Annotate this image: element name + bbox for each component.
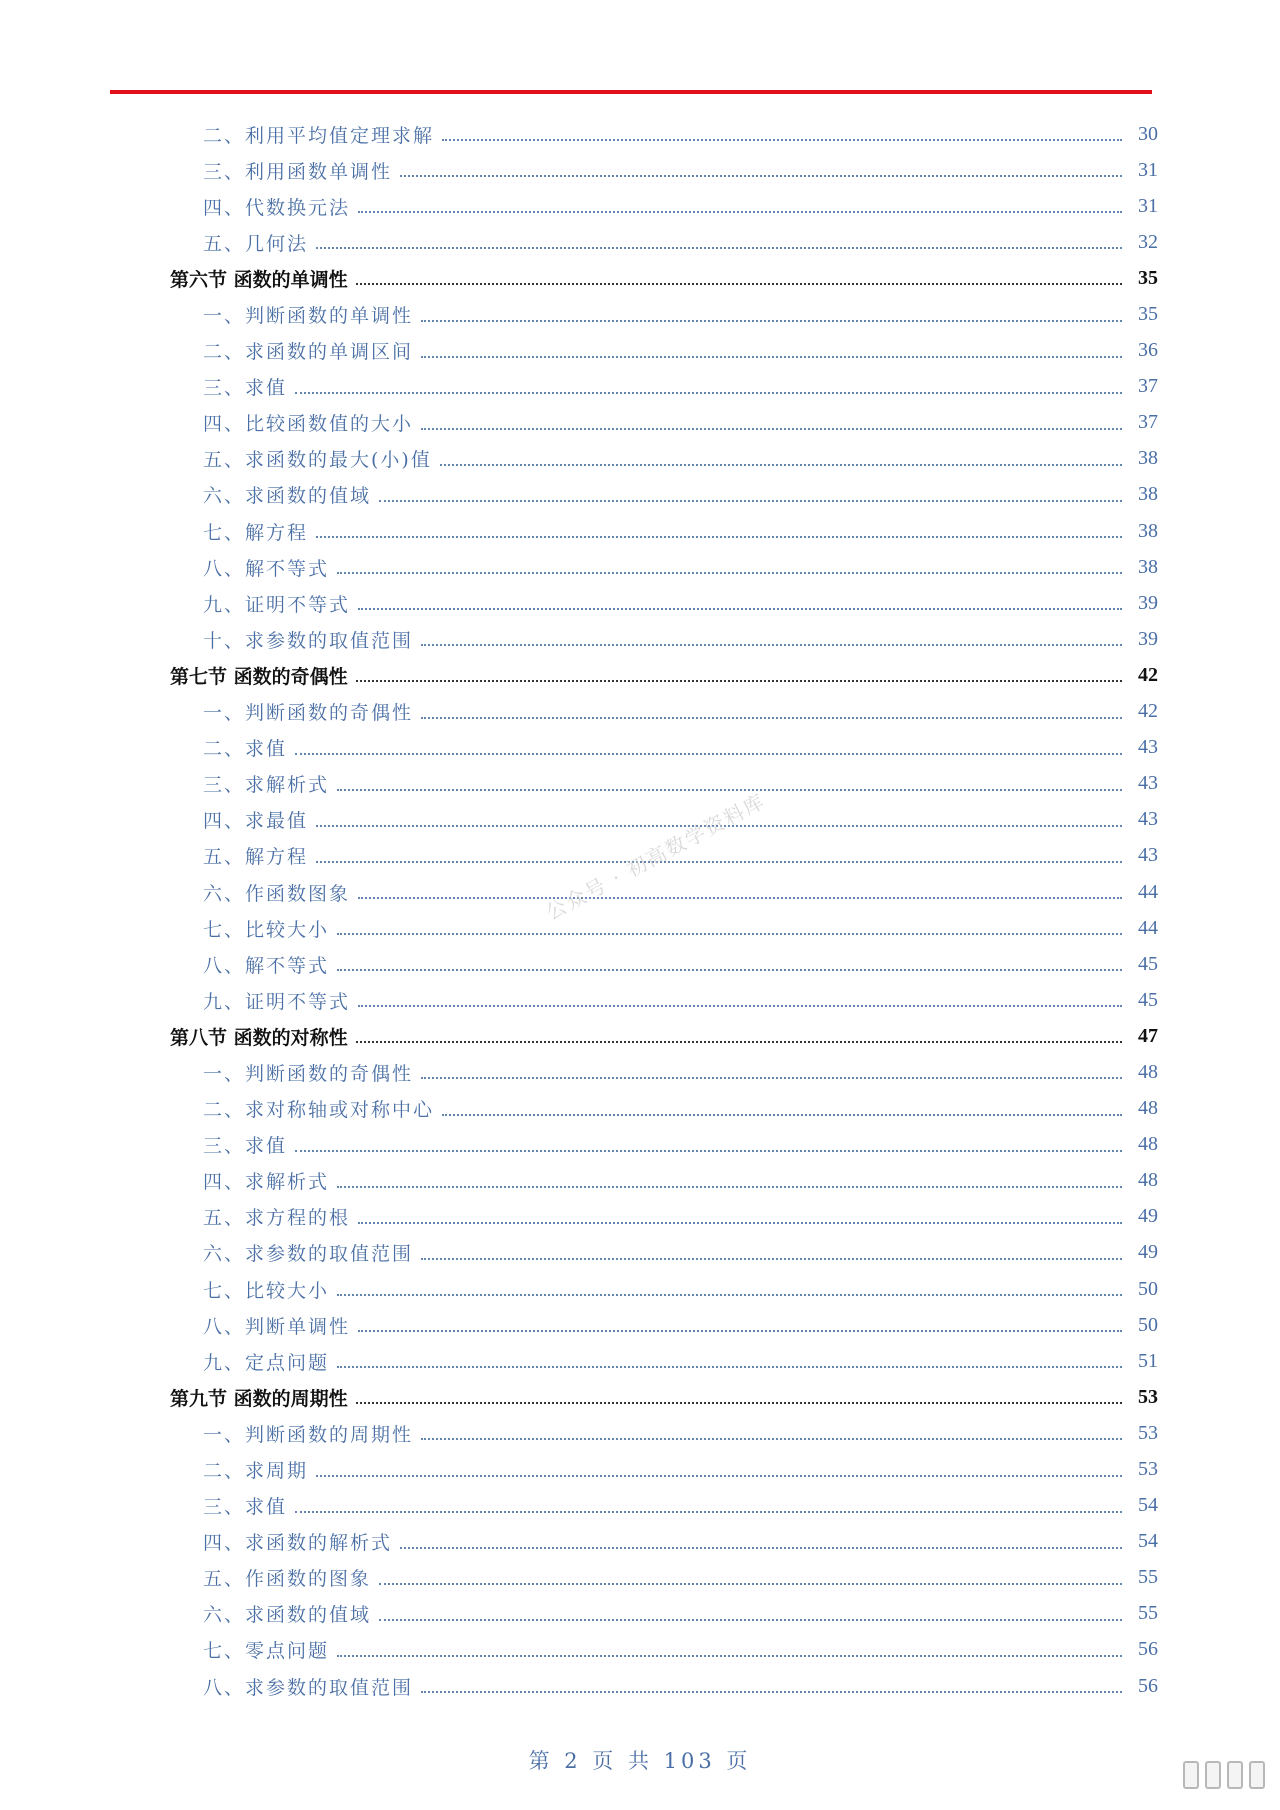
toc-page-number: 54: [1138, 1494, 1158, 1517]
toc-entry-label: 二、利用平均值定理求解: [203, 124, 435, 147]
dot-leader: [316, 825, 1122, 827]
toc-page-number: 49: [1138, 1241, 1158, 1264]
dot-leader: [337, 1186, 1122, 1188]
toc-entry-label: 三、求值: [203, 1496, 288, 1519]
toc-page-number: 56: [1138, 1638, 1158, 1661]
dot-leader: [295, 1150, 1122, 1152]
dot-leader: [421, 644, 1122, 646]
toc-entry-label: 二、求对称轴或对称中心: [203, 1099, 435, 1122]
dot-leader: [337, 969, 1122, 971]
corner-badge-icon: [1065, 1760, 1265, 1790]
dot-leader: [337, 1655, 1122, 1657]
toc-entry[interactable]: [0, 1632, 1280, 1668]
toc-page-number: 30: [1138, 122, 1158, 145]
dot-leader: [442, 139, 1122, 141]
toc-page-number: 45: [1138, 952, 1158, 975]
dot-leader: [337, 789, 1122, 791]
toc-section[interactable]: [0, 1018, 1280, 1054]
toc-page-number: 38: [1138, 555, 1158, 578]
toc-entry-label: 二、求值: [203, 738, 288, 761]
toc-entry[interactable]: [0, 405, 1280, 441]
toc-page-number: 42: [1138, 663, 1158, 686]
dot-leader: [440, 464, 1122, 466]
toc-entry[interactable]: [0, 1271, 1280, 1307]
dot-leader: [421, 428, 1122, 430]
dot-leader: [356, 680, 1122, 682]
toc-page-number: 48: [1138, 1133, 1158, 1156]
toc-entry[interactable]: [0, 441, 1280, 477]
dot-leader: [337, 572, 1122, 574]
dot-leader: [421, 1258, 1122, 1260]
toc-entry-label: 八、判断单调性: [203, 1315, 351, 1338]
toc-page-number: 43: [1138, 808, 1158, 831]
toc-entry-label: 四、代数换元法: [203, 196, 351, 219]
toc-entry[interactable]: [0, 1307, 1280, 1343]
toc-entry[interactable]: [0, 585, 1280, 621]
dot-leader: [316, 536, 1122, 538]
toc-entry-label: 四、求最值: [203, 810, 309, 833]
dot-leader: [358, 1330, 1122, 1332]
toc-entry[interactable]: [0, 766, 1280, 802]
toc-page-number: 39: [1138, 591, 1158, 614]
dot-leader: [316, 247, 1122, 249]
toc-entry[interactable]: [0, 477, 1280, 513]
toc-section[interactable]: [0, 260, 1280, 296]
dot-leader: [337, 1366, 1122, 1368]
toc-entry-label: 五、几何法: [203, 232, 309, 255]
dot-leader: [400, 1547, 1122, 1549]
toc-entry-label: 八、解不等式: [203, 954, 330, 977]
toc-page-number: 44: [1138, 880, 1158, 903]
toc-page-number: 50: [1138, 1277, 1158, 1300]
toc-entry-label: 六、求参数的取值范围: [203, 1243, 414, 1266]
toc-entry-label: 五、求函数的最大(小)值: [203, 449, 432, 472]
toc-entry[interactable]: [0, 694, 1280, 730]
dot-leader: [295, 753, 1122, 755]
toc-page-number: 48: [1138, 1097, 1158, 1120]
toc-page-number: 53: [1138, 1458, 1158, 1481]
toc-page-number: 39: [1138, 627, 1158, 650]
toc-page-number: 55: [1138, 1602, 1158, 1625]
toc-page-number: 53: [1138, 1421, 1158, 1444]
toc-entry-label: 七、解方程: [203, 521, 309, 544]
toc-entry[interactable]: [0, 1127, 1280, 1163]
toc-page-number: 36: [1138, 339, 1158, 362]
toc-page-number: 35: [1138, 303, 1158, 326]
toc-entry[interactable]: [0, 1415, 1280, 1451]
dot-leader: [358, 608, 1122, 610]
toc-section[interactable]: [0, 657, 1280, 693]
toc-page-number: 31: [1138, 194, 1158, 217]
toc-page-number: 38: [1138, 519, 1158, 542]
dot-leader: [358, 1005, 1122, 1007]
toc-page-number: 43: [1138, 736, 1158, 759]
toc-entry[interactable]: [0, 1596, 1280, 1632]
toc-entry-label: 五、作函数的图象: [203, 1568, 372, 1591]
toc-entry-label: 六、求函数的值域: [203, 485, 372, 508]
dot-leader: [421, 356, 1122, 358]
toc-page-number: 48: [1138, 1169, 1158, 1192]
dot-leader: [356, 1402, 1122, 1404]
dot-leader: [358, 211, 1122, 213]
dot-leader: [295, 392, 1122, 394]
dot-leader: [295, 1511, 1122, 1513]
dot-leader: [379, 1619, 1122, 1621]
header-rule: [110, 90, 1152, 94]
toc-entry-label: 一、判断函数的单调性: [203, 305, 414, 328]
toc-entry-label: 第八节 函数的对称性: [170, 1026, 348, 1049]
toc-entry[interactable]: [0, 802, 1280, 838]
dot-leader: [421, 1438, 1122, 1440]
watermark: 公众号 · 初高数学资料库: [541, 788, 770, 925]
toc-entry-label: 四、比较函数值的大小: [203, 413, 414, 436]
toc-page-number: 43: [1138, 772, 1158, 795]
toc-entry[interactable]: [0, 333, 1280, 369]
toc-entry-label: 六、作函数图象: [203, 882, 351, 905]
dot-leader: [442, 1114, 1122, 1116]
toc-entry[interactable]: [0, 1560, 1280, 1596]
toc-entry[interactable]: [0, 1235, 1280, 1271]
toc-entry-label: 七、零点问题: [203, 1640, 330, 1663]
toc-entry-label: 七、比较大小: [203, 918, 330, 941]
toc-entry[interactable]: [0, 116, 1280, 152]
toc-page-number: 49: [1138, 1205, 1158, 1228]
toc-entry[interactable]: [0, 1343, 1280, 1379]
toc-page-number: 43: [1138, 844, 1158, 867]
toc-entry[interactable]: [0, 188, 1280, 224]
toc-entry-label: 四、求函数的解析式: [203, 1532, 393, 1555]
toc-page-number: 44: [1138, 916, 1158, 939]
dot-leader: [316, 1475, 1122, 1477]
dot-leader: [337, 933, 1122, 935]
toc-page-number: 54: [1138, 1530, 1158, 1553]
toc-entry[interactable]: [0, 1091, 1280, 1127]
toc-entry-label: 十、求参数的取值范围: [203, 629, 414, 652]
toc-entry-label: 一、判断函数的奇偶性: [203, 1062, 414, 1085]
toc-entry-label: 九、证明不等式: [203, 593, 351, 616]
toc-entry-label: 三、求值: [203, 377, 288, 400]
toc-page-number: 38: [1138, 483, 1158, 506]
toc-entry[interactable]: [0, 730, 1280, 766]
table-of-contents: [0, 116, 1280, 1704]
toc-entry[interactable]: [0, 296, 1280, 332]
toc-entry-label: 四、求解析式: [203, 1171, 330, 1194]
dot-leader: [421, 1077, 1122, 1079]
toc-entry-label: 五、求方程的根: [203, 1207, 351, 1230]
toc-entry-label: 五、解方程: [203, 846, 309, 869]
dot-leader: [356, 283, 1122, 285]
toc-entry-label: 二、求函数的单调区间: [203, 341, 414, 364]
toc-entry[interactable]: [0, 1054, 1280, 1090]
toc-entry[interactable]: [0, 838, 1280, 874]
toc-entry[interactable]: [0, 1451, 1280, 1487]
dot-leader: [356, 1041, 1122, 1043]
dot-leader: [400, 175, 1122, 177]
toc-section[interactable]: [0, 1379, 1280, 1415]
toc-page-number: 51: [1138, 1349, 1158, 1372]
toc-entry[interactable]: [0, 1163, 1280, 1199]
toc-entry[interactable]: [0, 874, 1280, 910]
toc-entry[interactable]: [0, 1524, 1280, 1560]
toc-entry[interactable]: [0, 1199, 1280, 1235]
toc-page-number: 56: [1138, 1674, 1158, 1697]
toc-entry-label: 第九节 函数的周期性: [170, 1387, 348, 1410]
toc-page-number: 38: [1138, 447, 1158, 470]
toc-entry-label: 一、判断函数的周期性: [203, 1423, 414, 1446]
toc-entry-label: 第六节 函数的单调性: [170, 268, 348, 291]
toc-entry[interactable]: [0, 513, 1280, 549]
toc-page-number: 47: [1138, 1024, 1158, 1047]
dot-leader: [379, 1583, 1122, 1585]
toc-entry-label: 三、利用函数单调性: [203, 160, 393, 183]
toc-entry[interactable]: [0, 369, 1280, 405]
toc-entry-label: 九、证明不等式: [203, 990, 351, 1013]
toc-entry-label: 八、解不等式: [203, 557, 330, 580]
toc-entry-label: 三、求解析式: [203, 774, 330, 797]
toc-page-number: 45: [1138, 988, 1158, 1011]
toc-entry[interactable]: [0, 152, 1280, 188]
toc-entry-label: 八、求参数的取值范围: [203, 1676, 414, 1699]
toc-page-number: 35: [1138, 266, 1158, 289]
toc-page-number: 48: [1138, 1060, 1158, 1083]
toc-entry[interactable]: [0, 910, 1280, 946]
toc-entry[interactable]: [0, 1668, 1280, 1704]
toc-entry[interactable]: [0, 1488, 1280, 1524]
toc-page-number: 50: [1138, 1313, 1158, 1336]
toc-entry-label: 七、比较大小: [203, 1279, 330, 1302]
dot-leader: [358, 897, 1122, 899]
dot-leader: [421, 1691, 1122, 1693]
dot-leader: [316, 861, 1122, 863]
toc-page-number: 53: [1138, 1385, 1158, 1408]
toc-entry-label: 第七节 函数的奇偶性: [170, 665, 348, 688]
toc-page-number: 37: [1138, 411, 1158, 434]
toc-entry[interactable]: [0, 549, 1280, 585]
dot-leader: [421, 320, 1122, 322]
toc-entry-label: 九、定点问题: [203, 1351, 330, 1374]
toc-entry[interactable]: [0, 621, 1280, 657]
toc-entry[interactable]: [0, 946, 1280, 982]
toc-entry[interactable]: [0, 982, 1280, 1018]
dot-leader: [358, 1222, 1122, 1224]
dot-leader: [337, 1294, 1122, 1296]
dot-leader: [379, 500, 1122, 502]
toc-entry-label: 一、判断函数的奇偶性: [203, 702, 414, 725]
toc-entry-label: 二、求周期: [203, 1460, 309, 1483]
page-footer: 第 2 页 共 103 页: [528, 1749, 752, 1773]
toc-page-number: 32: [1138, 230, 1158, 253]
toc-entry[interactable]: [0, 224, 1280, 260]
toc-page-number: 31: [1138, 158, 1158, 181]
toc-page-number: 37: [1138, 375, 1158, 398]
toc-page-number: 42: [1138, 700, 1158, 723]
dot-leader: [421, 717, 1122, 719]
toc-entry-label: 六、求函数的值域: [203, 1604, 372, 1627]
toc-page-number: 55: [1138, 1566, 1158, 1589]
toc-entry-label: 三、求值: [203, 1135, 288, 1158]
